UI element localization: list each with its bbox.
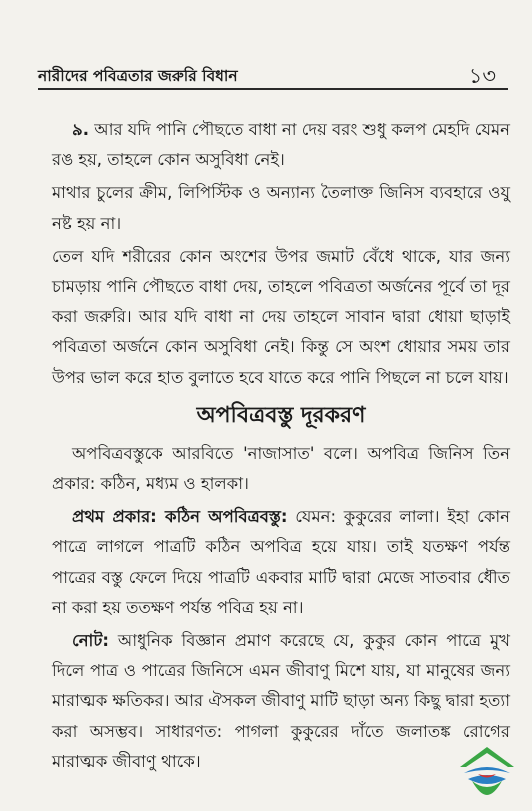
header-title: নারীদের পবিত্রতার জরুরি বিধান [38, 67, 238, 85]
paragraph-intro [52, 439, 510, 499]
item-number: ৯. [72, 120, 89, 139]
page-number: ১৩ [468, 64, 496, 88]
paragraph-text: অপবিত্রবস্তুকে আরবিতে 'নাজাসাত' বলে। অপবিত্র জিনিস তিন প্রকার: কঠিন, মধ্যম ও হালকা। [52, 443, 510, 494]
paragraph-text: যেমন: কুকুরের লালা। ইহা কোন পাত্রে লাগলে পাত্রটি কঠিন অপবিত্র হয়ে যায়। তাই যতক্ষণ পর্যন্ত পাত্রের বস্তু ফেলে দিয়ে পাত্রটি একবার মাটি দ্বারা মেজে সাতবার ধৌত না করা হয় ততক্ষণ পর্যন্ত পবিত্র হয় না। [52, 507, 510, 617]
page-body [52, 115, 510, 780]
paragraph-cosmetics [52, 178, 510, 238]
paragraph-text: আর যদি পানি পৌছতে বাধা না দেয় বরং শুধু কলপ মেহদি যেমন রঙ হয়, তাহলে কোন অসুবিধা নেই। [52, 120, 511, 170]
paragraph-9 [52, 115, 510, 175]
paragraph-text: মাথার চুলের ক্রীম, লিপিস্টিক ও অন্যান্য তৈলাক্ত জিনিস ব্যবহারে ওযু নষ্ট হয় না। [52, 183, 510, 233]
section-heading: অপবিত্রবস্তু দূরকরণ [196, 402, 366, 428]
first-type-label: প্রথম প্রকার: কঠিন অপবিত্রবস্তু: [72, 507, 288, 527]
publisher-logo-icon [454, 741, 520, 799]
paragraph-note [52, 626, 510, 777]
paragraph-text: তেল যদি শরীরের কোন অংশের উপর জমাট বেঁধে থাকে, যার জন্য চামড়ায় পানি পৌছতে বাধা দেয়, তাহলে পবিত্রতা অর্জনের পূর্বে তা দূর করা জরুরি। আর যদি বাধা না দেয় তাহলে সাবান দ্বারা ধোয়া ছাড়াই পবিত্রতা অর্জনে কোন অসুবিধা নেই। কিন্তু সে অংশ ধোয়ার সময় তার উপর ভাল করে হাত বুলাতে হবে যাতে করে পানি পিছলে না চলে যায়। [52, 246, 510, 387]
paragraph-oil [52, 242, 510, 393]
paragraph-first-type [52, 502, 510, 623]
running-header [38, 58, 508, 90]
note-label: নোট: [72, 631, 109, 651]
paragraph-text: আধুনিক বিজ্ঞান প্রমাণ করেছে যে, কুকুর কোন পাত্রে মুখ দিলে পাত্র ও পাত্রের জিনিসে এমন জীবাণু মিশে যায়, যা মানুষের জন্য মারাত্মক ক্ষতিকর। আর ঐসকল জীবাণু মাটি ছাড়া অন্য কিছু দ্বারা হত্যা করা অসম্ভব। সাধারণত: পাগলা কুকুরের দাঁতে জলাতঙ্ক রোগের মারাত্মক জীবাণু থাকে। [52, 631, 510, 771]
